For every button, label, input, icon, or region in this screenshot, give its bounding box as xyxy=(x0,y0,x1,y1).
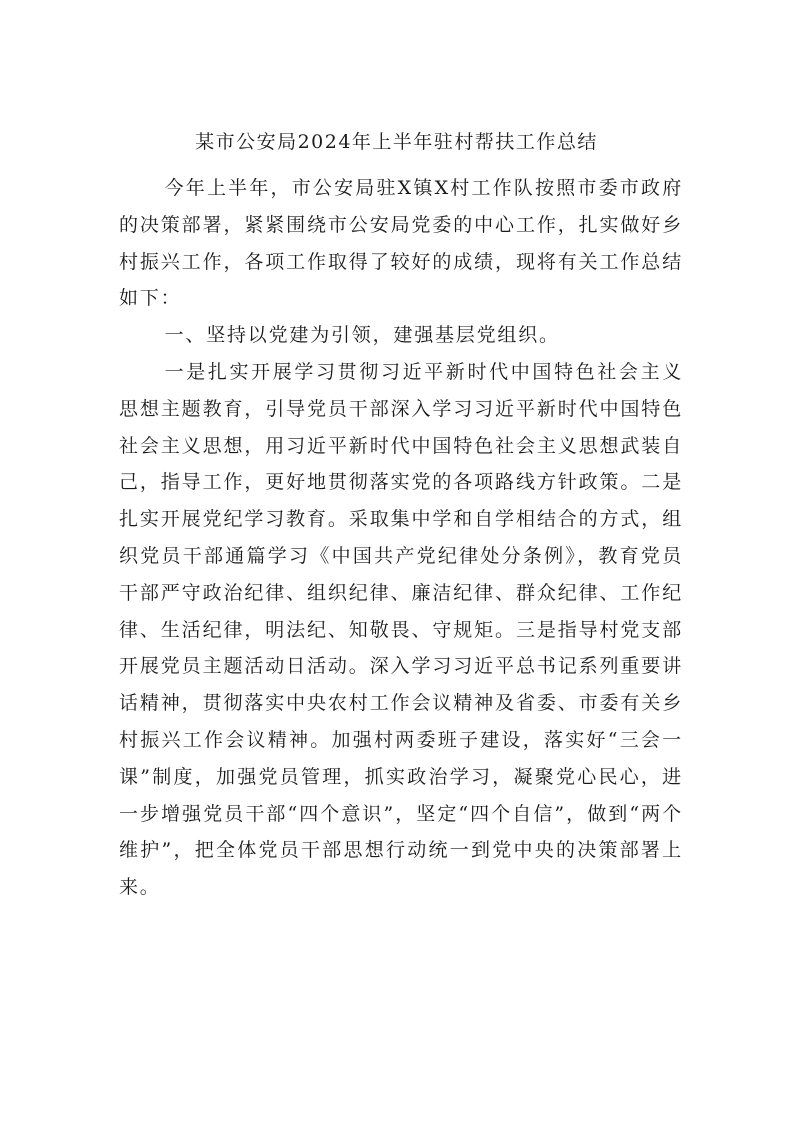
section-1-body-paragraph: 一是扎实开展学习贯彻习近平新时代中国特色社会主义思想主题教育，引导党员干部深入学习习近平新时代中国特色社会主义思想，用习近平新时代中国特色社会主义思想武装自己，指导工作，更好地贯彻落实党的各项路线方针政策。二是扎实开展党纪学习教育。采取集中学和自学相结合的方式，组织党员干部通篇学习《中国共产党纪律处分条例》，教育党员干部严守政治纪律、组织纪律、廉洁纪律、群众纪律、工作纪律、生活纪律，明法纪、知敬畏、守规矩。三是指导村党支部开展党员主题活动日活动。深入学习习近平总书记系列重要讲话精神，贯彻落实中央农村工作会议精神及省委、市委有关乡村振兴工作会议精神。加强村两委班子建设，落实好“三会一课”制度，加强党员管理，抓实政治学习，凝聚党心民心，进一步增强党员干部“四个意识”，坚定“四个自信”，做到“两个维护”，把全体党员干部思想行动统一到党中央的决策部署上来。 xyxy=(119,360,683,899)
section-heading-1: 一、坚持以党建为引领，建强基层党组织。 xyxy=(164,324,560,347)
document-body xyxy=(119,170,683,906)
document-title: 某市公安局2024年上半年驻村帮扶工作总结 xyxy=(195,131,598,153)
intro-paragraph: 今年上半年，市公安局驻X镇X村工作队按照市委市政府的决策部署，紧紧围绕市公安局党委的中心工作，扎实做好乡村振兴工作，各项工作取得了较好的成绩，现将有关工作总结如下： xyxy=(119,177,683,310)
